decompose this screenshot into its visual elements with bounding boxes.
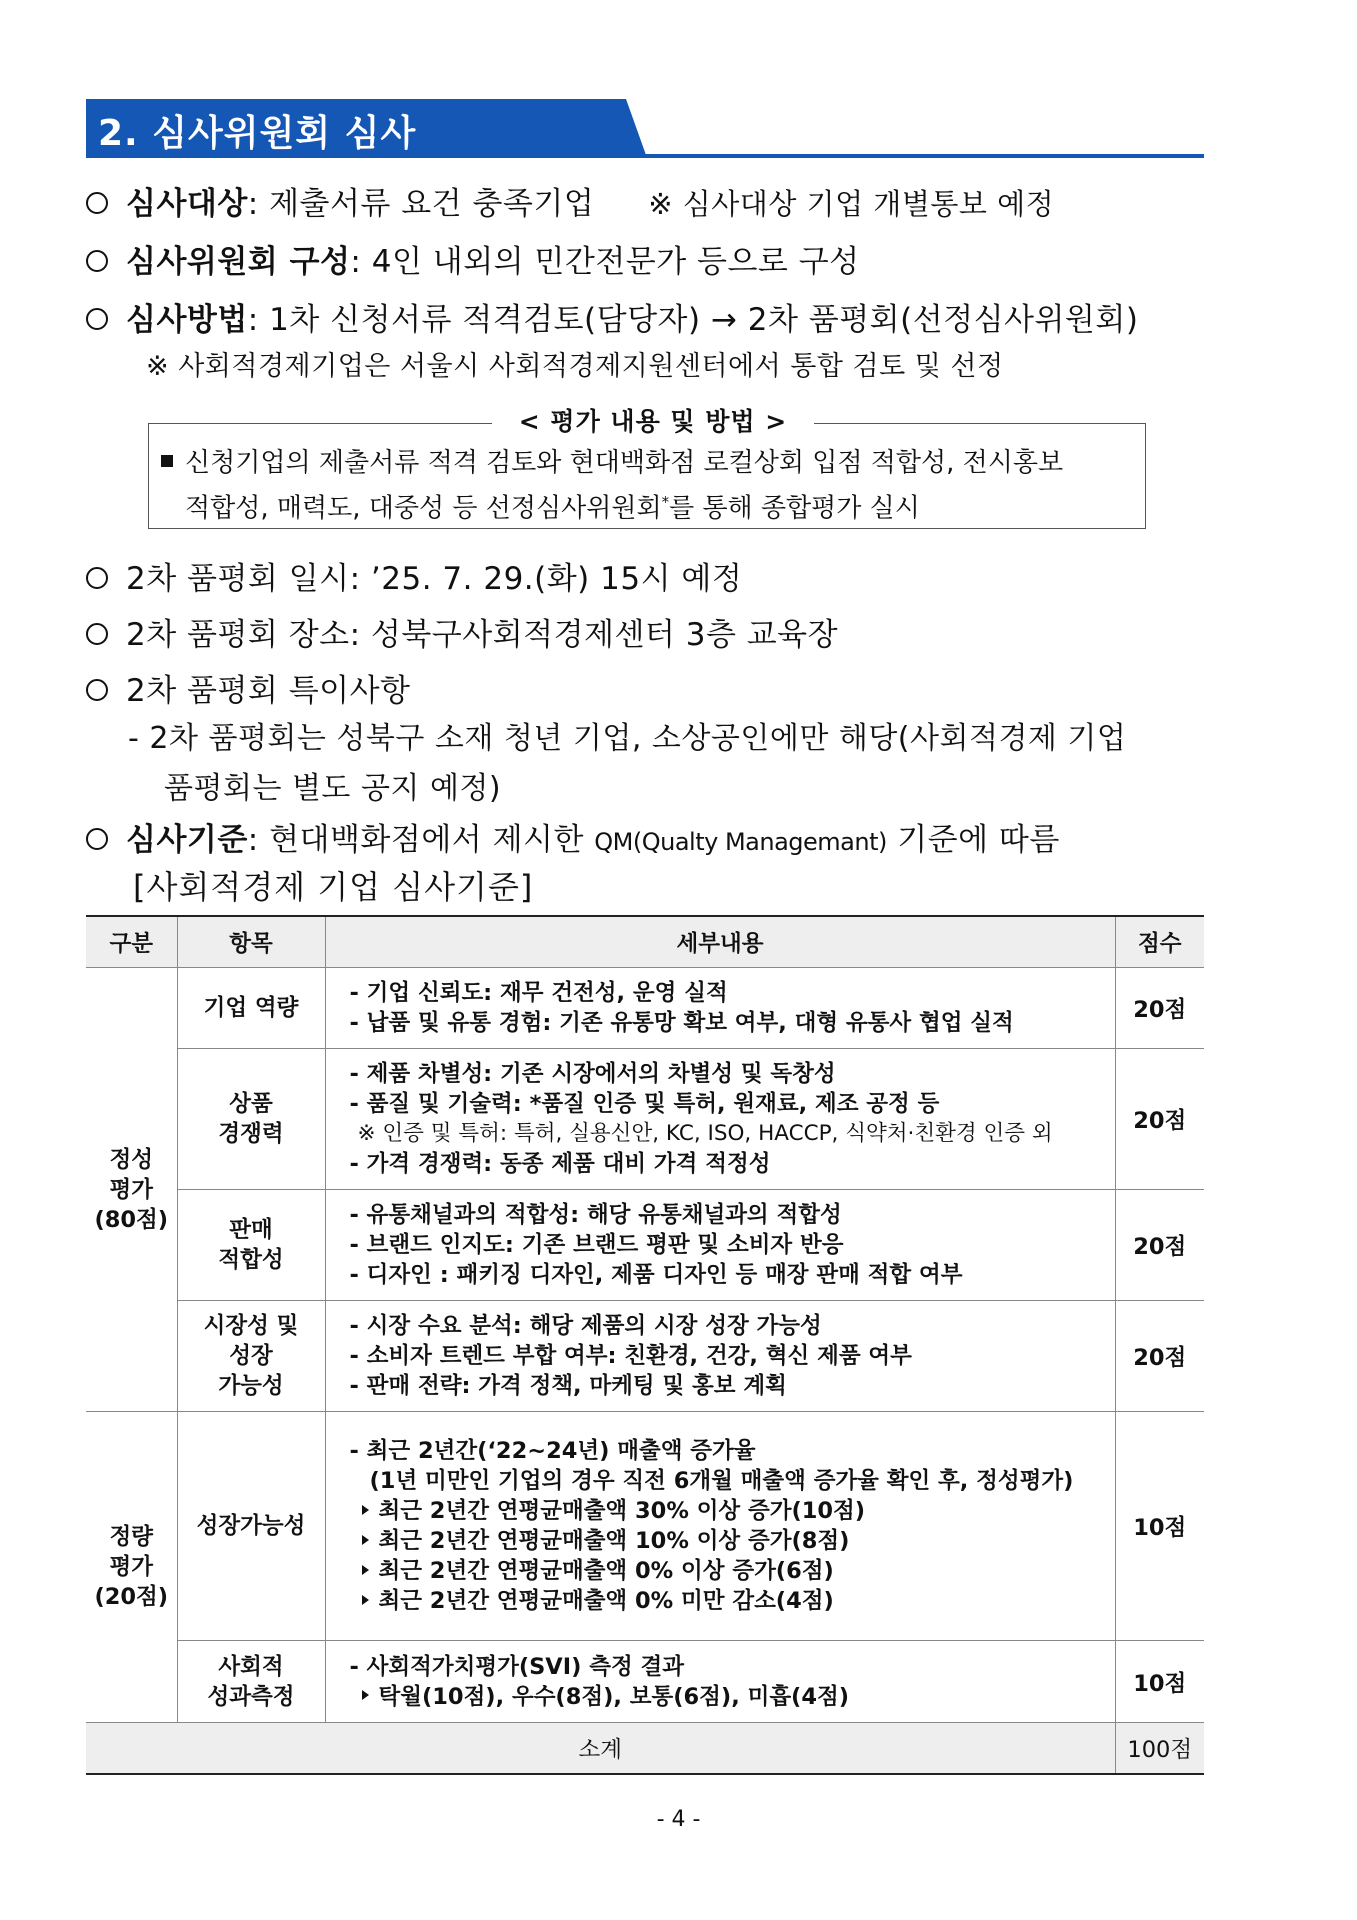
header-detail: 세부내용 <box>325 916 1115 968</box>
table-row <box>86 1301 1204 1412</box>
special-note-line-2: 품평회는 별도 공지 예정) <box>164 771 502 806</box>
schedule-place-text: 2차 품평회 장소: 성북구사회적경제센터 3층 교육장 <box>126 617 839 653</box>
detail-line: - 디자인 : 패키징 디자인, 제품 디자인 등 매장 판매 적합 여부 <box>349 1262 963 1288</box>
item-name: 성과측정 <box>207 1683 295 1710</box>
triangle-bullet-icon <box>362 1595 369 1605</box>
group-name-line: 평가 <box>109 1554 153 1580</box>
evaluation-line-2-end: 를 통해 종합평가 실시 <box>669 493 920 524</box>
method-note: ※ 사회적경제기업은 서울시 사회적경제지원센터에서 통합 검토 및 선정 <box>146 351 1004 382</box>
detail-subline: 최근 2년간 연평균매출액 0% 미만 감소(4점) <box>378 1588 834 1614</box>
schedule-special-text: 2차 품평회 특이사항 <box>126 673 411 709</box>
item-text: : 4인 내외의 민간전문가 등으로 구성 <box>350 244 860 280</box>
item-name: 기업 역량 <box>203 995 299 1021</box>
item-name: 경쟁력 <box>218 1121 284 1147</box>
circle-bullet-icon <box>86 308 108 330</box>
detail-note: ※ 인증 및 특허: 특허, 실용신안, KC, ISO, HACCP, 식약처·친환경 인증 외 <box>357 1121 1053 1146</box>
row-detail <box>325 968 1115 1049</box>
header-score: 점수 <box>1115 916 1204 968</box>
item-text: : 1차 신청서류 적격검토(담당자) → 2차 품평회(선정심사위원회) <box>247 302 1139 338</box>
schedule-date <box>86 553 742 598</box>
page-number: - 4 - <box>656 1807 701 1832</box>
row-score: 20점 <box>1115 1049 1204 1190</box>
group-quantitative <box>86 1412 177 1723</box>
item-target <box>86 178 1054 223</box>
item-name: 성장가능성 <box>196 1513 306 1539</box>
detail-line: - 시장 수요 분석: 해당 제품의 시장 성장 가능성 <box>349 1313 822 1339</box>
detail-line: - 최근 2년간(‘22~24년) 매출액 증가율 <box>349 1438 756 1464</box>
evaluation-footnote-mark: * <box>661 493 670 511</box>
row-detail <box>325 1301 1115 1412</box>
detail-line: - 납품 및 유통 경험: 기존 유통망 확보 여부, 대형 유통사 협업 실적 <box>349 1010 1014 1036</box>
detail-subline: 탁월(10점), 우수(8점), 보통(6점), 미흡(4점) <box>378 1683 850 1710</box>
table-header-row <box>86 916 1204 968</box>
total-row <box>86 1723 1204 1775</box>
evaluation-text <box>161 444 1063 529</box>
detail-line: - 품질 및 기술력: *품질 인증 및 특허, 원재료, 제조 공정 등 <box>349 1091 940 1117</box>
item-name: 시장성 및 <box>203 1313 299 1339</box>
circle-bullet-icon <box>86 828 108 850</box>
section-header <box>86 99 1204 159</box>
row-item <box>177 1049 325 1190</box>
header-category: 구분 <box>86 916 177 968</box>
group-name-line: (80점) <box>94 1206 169 1233</box>
schedule-special <box>86 665 411 710</box>
item-name: 적합성 <box>218 1247 284 1273</box>
item-name: 사회적 <box>218 1653 284 1680</box>
group-name-line: 평가 <box>109 1176 153 1203</box>
row-item <box>177 1412 325 1641</box>
table-row <box>86 1190 1204 1301</box>
row-detail <box>325 1641 1115 1723</box>
circle-bullet-icon <box>86 623 108 645</box>
item-note: ※ 심사대상 기업 개별통보 예정 <box>648 187 1055 221</box>
evaluation-title: < 평가 내용 및 방법 > <box>492 404 814 440</box>
criteria-qm: QM(Qualty Managemant) <box>594 828 887 856</box>
detail-line: (1년 미만인 기업의 경우 직전 6개월 매출액 증가율 확인 후, 정성평가) <box>369 1468 1074 1494</box>
group-name-line: 정량 <box>109 1524 153 1550</box>
item-name: 성장 <box>229 1343 273 1369</box>
criteria-label: 심사기준 <box>126 822 248 858</box>
row-score: 10점 <box>1115 1641 1204 1723</box>
circle-bullet-icon <box>86 192 108 214</box>
header-item: 항목 <box>177 916 325 968</box>
table-subheading: [사회적경제 기업 심사기준] <box>133 868 534 906</box>
table-row <box>86 1049 1204 1190</box>
item-name: 판매 <box>229 1217 273 1243</box>
group-qualitative <box>86 968 177 1412</box>
item-label: 심사위원회 구성 <box>126 244 351 280</box>
special-note-line-1: - 2차 품평회는 성북구 소재 청년 기업, 소상공인에만 해당(사회적경제 기업 <box>128 721 1127 756</box>
item-criteria <box>86 814 1060 859</box>
group-name-line: 정성 <box>109 1146 153 1173</box>
detail-subline: 최근 2년간 연평균매출액 30% 이상 증가(10점) <box>378 1498 866 1524</box>
table-row <box>86 1412 1204 1641</box>
detail-subline: 최근 2년간 연평균매출액 0% 이상 증가(6점) <box>378 1558 834 1584</box>
circle-bullet-icon <box>86 679 108 701</box>
item-label: 심사방법 <box>126 302 248 338</box>
row-score: 20점 <box>1115 1301 1204 1412</box>
square-bullet-icon <box>161 455 173 467</box>
evaluation-line-2: 적합성, 매력도, 대중성 등 선정심사위원회 <box>185 493 662 524</box>
group-name-line: (20점) <box>94 1584 169 1610</box>
row-detail <box>325 1049 1115 1190</box>
detail-line: - 유통채널과의 적합성: 해당 유통채널과의 적합성 <box>349 1202 842 1228</box>
triangle-bullet-icon <box>362 1535 369 1545</box>
triangle-bullet-icon <box>362 1505 369 1515</box>
schedule-date-text: 2차 품평회 일시: ’25. 7. 29.(화) 15시 예정 <box>126 561 743 597</box>
circle-bullet-icon <box>86 250 108 272</box>
detail-line: - 가격 경쟁력: 동종 제품 대비 가격 적정성 <box>349 1151 771 1177</box>
total-score: 100점 <box>1115 1723 1204 1775</box>
item-label: 심사대상 <box>126 186 248 222</box>
item-name: 상품 <box>229 1091 273 1117</box>
row-score: 10점 <box>1115 1412 1204 1641</box>
criteria-text: : 현대백화점에서 제시한 <box>247 822 595 858</box>
total-label: 소계 <box>86 1723 1115 1775</box>
row-detail <box>325 1190 1115 1301</box>
criteria-table <box>86 915 1204 1775</box>
detail-line: - 브랜드 인지도: 기존 브랜드 평판 및 소비자 반응 <box>349 1232 844 1258</box>
item-method <box>86 294 1138 339</box>
table-row <box>86 1641 1204 1723</box>
triangle-bullet-icon <box>362 1565 369 1575</box>
row-detail <box>325 1412 1115 1641</box>
row-score: 20점 <box>1115 1190 1204 1301</box>
row-item <box>177 1301 325 1412</box>
item-committee <box>86 236 860 281</box>
schedule-place <box>86 609 838 654</box>
row-score: 20점 <box>1115 968 1204 1049</box>
row-item <box>177 1190 325 1301</box>
item-name: 가능성 <box>218 1373 284 1399</box>
triangle-bullet-icon <box>362 1690 369 1700</box>
item-text: : 제출서류 요건 충족기업 <box>247 186 595 222</box>
detail-line: - 소비자 트렌드 부합 여부: 친환경, 건강, 혁신 제품 여부 <box>349 1343 912 1369</box>
criteria-text-end: 기준에 따름 <box>886 822 1060 858</box>
detail-subline: 최근 2년간 연평균매출액 10% 이상 증가(8점) <box>378 1528 850 1554</box>
section-rule <box>86 154 1204 158</box>
detail-line: - 제품 차별성: 기존 시장에서의 차별성 및 독창성 <box>349 1061 836 1087</box>
row-item <box>177 1641 325 1723</box>
row-item <box>177 968 325 1049</box>
detail-line: - 기업 신뢰도: 재무 건전성, 운영 실적 <box>349 980 728 1006</box>
detail-line: - 판매 전략: 가격 정책, 마케팅 및 홍보 계획 <box>349 1373 787 1399</box>
evaluation-line-1: 신청기업의 제출서류 적격 검토와 현대백화점 로컬상회 입점 적합성, 전시홍보 <box>185 448 1064 478</box>
table-row <box>86 968 1204 1049</box>
section-title: 2. 심사위원회 심사 <box>98 113 417 154</box>
circle-bullet-icon <box>86 567 108 589</box>
detail-line: - 사회적가치평가(SVI) 측정 결과 <box>349 1653 684 1680</box>
